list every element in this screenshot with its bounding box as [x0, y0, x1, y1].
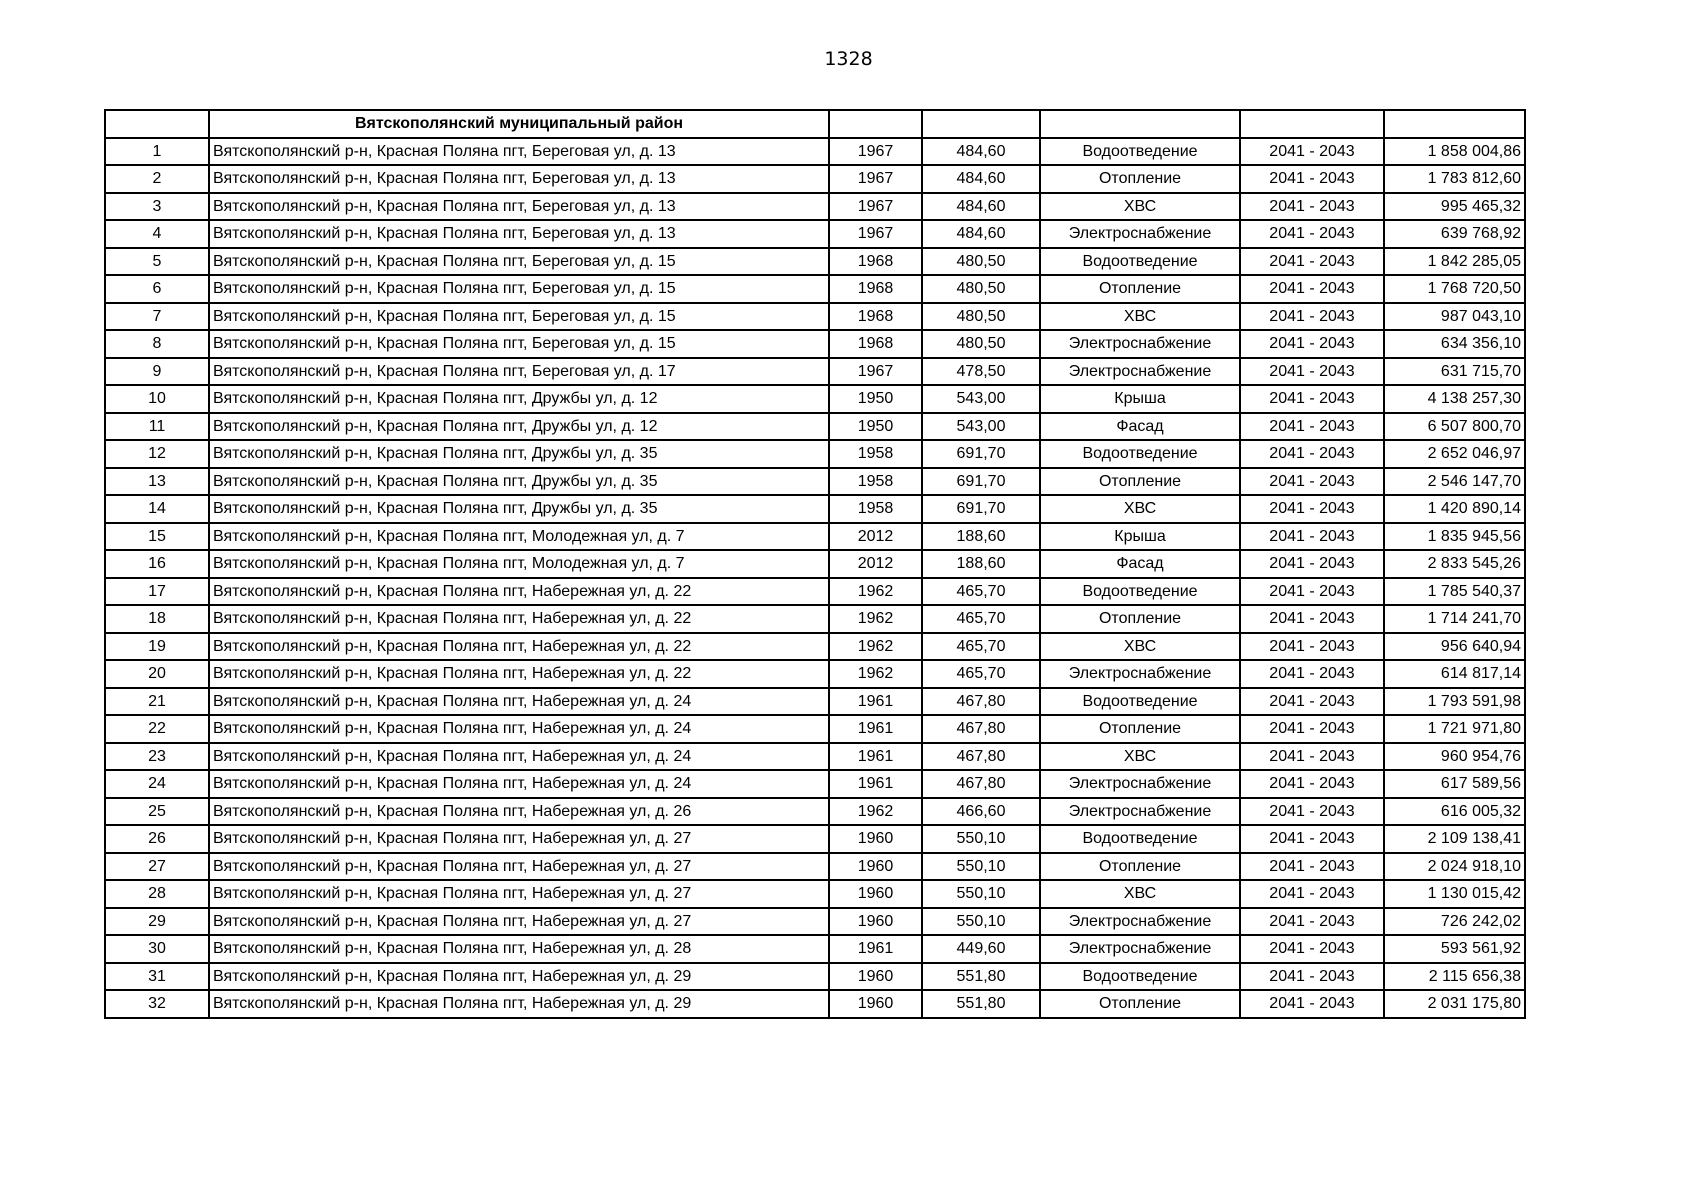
cost-cell: 960 954,76 — [1384, 743, 1525, 771]
year-built-cell: 1961 — [829, 935, 922, 963]
work-type-cell: Крыша — [1040, 523, 1240, 551]
table-row — [105, 963, 1525, 991]
cost-cell: 1 858 004,86 — [1384, 138, 1525, 166]
table-row — [105, 440, 1525, 468]
row-number: 4 — [105, 220, 209, 248]
district-header-row — [105, 110, 1525, 138]
work-type-cell: Отопление — [1040, 468, 1240, 496]
period-cell: 2041 - 2043 — [1240, 468, 1384, 496]
work-type-cell: ХВС — [1040, 495, 1240, 523]
table-row — [105, 853, 1525, 881]
row-number: 16 — [105, 550, 209, 578]
table-row — [105, 770, 1525, 798]
row-number: 32 — [105, 990, 209, 1018]
period-cell: 2041 - 2043 — [1240, 330, 1384, 358]
area-cell: 550,10 — [922, 908, 1040, 936]
row-number: 5 — [105, 248, 209, 276]
row-number: 14 — [105, 495, 209, 523]
cost-cell: 2 833 545,26 — [1384, 550, 1525, 578]
work-type-cell: Крыша — [1040, 385, 1240, 413]
address-cell: Вятскополянский р-н, Красная Поляна пгт, Набережная ул, д. 27 — [209, 853, 829, 881]
cost-cell: 6 507 800,70 — [1384, 413, 1525, 441]
cost-cell: 4 138 257,30 — [1384, 385, 1525, 413]
period-cell: 2041 - 2043 — [1240, 660, 1384, 688]
year-built-cell: 1968 — [829, 303, 922, 331]
district-name: Вятскополянский муниципальный район — [209, 110, 829, 138]
table-row — [105, 633, 1525, 661]
address-cell: Вятскополянский р-н, Красная Поляна пгт, Набережная ул, д. 27 — [209, 880, 829, 908]
table-row — [105, 935, 1525, 963]
table-row — [105, 358, 1525, 386]
cost-cell: 2 024 918,10 — [1384, 853, 1525, 881]
work-type-cell: Электроснабжение — [1040, 770, 1240, 798]
period-cell: 2041 - 2043 — [1240, 413, 1384, 441]
period-cell: 2041 - 2043 — [1240, 825, 1384, 853]
table-row — [105, 248, 1525, 276]
row-number: 26 — [105, 825, 209, 853]
address-cell: Вятскополянский р-н, Красная Поляна пгт, Набережная ул, д. 29 — [209, 990, 829, 1018]
cost-cell: 1 835 945,56 — [1384, 523, 1525, 551]
work-type-cell: Водоотведение — [1040, 688, 1240, 716]
area-cell: 467,80 — [922, 743, 1040, 771]
address-cell: Вятскополянский р-н, Красная Поляна пгт, Береговая ул, д. 13 — [209, 220, 829, 248]
row-number: 1 — [105, 138, 209, 166]
period-cell: 2041 - 2043 — [1240, 358, 1384, 386]
work-type-cell: Отопление — [1040, 715, 1240, 743]
table-row — [105, 468, 1525, 496]
cost-cell: 2 109 138,41 — [1384, 825, 1525, 853]
row-number: 20 — [105, 660, 209, 688]
row-number: 3 — [105, 193, 209, 221]
period-cell: 2041 - 2043 — [1240, 248, 1384, 276]
row-number: 15 — [105, 523, 209, 551]
address-cell: Вятскополянский р-н, Красная Поляна пгт, Набережная ул, д. 22 — [209, 660, 829, 688]
period-cell: 2041 - 2043 — [1240, 385, 1384, 413]
cost-cell: 617 589,56 — [1384, 770, 1525, 798]
row-number: 6 — [105, 275, 209, 303]
address-cell: Вятскополянский р-н, Красная Поляна пгт, Береговая ул, д. 15 — [209, 303, 829, 331]
area-cell: 465,70 — [922, 633, 1040, 661]
cost-cell: 631 715,70 — [1384, 358, 1525, 386]
address-cell: Вятскополянский р-н, Красная Поляна пгт, Береговая ул, д. 13 — [209, 138, 829, 166]
header-cell-empty — [1384, 110, 1525, 138]
area-cell: 543,00 — [922, 385, 1040, 413]
address-cell: Вятскополянский р-н, Красная Поляна пгт, Набережная ул, д. 27 — [209, 825, 829, 853]
year-built-cell: 1960 — [829, 853, 922, 881]
period-cell: 2041 - 2043 — [1240, 798, 1384, 826]
table-row — [105, 605, 1525, 633]
period-cell: 2041 - 2043 — [1240, 963, 1384, 991]
table-row — [105, 138, 1525, 166]
year-built-cell: 2012 — [829, 523, 922, 551]
cost-cell: 2 652 046,97 — [1384, 440, 1525, 468]
cost-cell: 726 242,02 — [1384, 908, 1525, 936]
area-cell: 188,60 — [922, 523, 1040, 551]
period-cell: 2041 - 2043 — [1240, 138, 1384, 166]
cost-cell: 1 793 591,98 — [1384, 688, 1525, 716]
area-cell: 480,50 — [922, 275, 1040, 303]
area-cell: 467,80 — [922, 770, 1040, 798]
table-row — [105, 165, 1525, 193]
period-cell: 2041 - 2043 — [1240, 770, 1384, 798]
year-built-cell: 1961 — [829, 743, 922, 771]
year-built-cell: 1967 — [829, 138, 922, 166]
year-built-cell: 1967 — [829, 165, 922, 193]
period-cell: 2041 - 2043 — [1240, 605, 1384, 633]
row-number: 23 — [105, 743, 209, 771]
year-built-cell: 1968 — [829, 330, 922, 358]
work-type-cell: Водоотведение — [1040, 578, 1240, 606]
work-type-cell: Электроснабжение — [1040, 330, 1240, 358]
address-cell: Вятскополянский р-н, Красная Поляна пгт, Дружбы ул, д. 35 — [209, 440, 829, 468]
work-type-cell: Электроснабжение — [1040, 220, 1240, 248]
year-built-cell: 1962 — [829, 798, 922, 826]
year-built-cell: 1960 — [829, 880, 922, 908]
address-cell: Вятскополянский р-н, Красная Поляна пгт, Береговая ул, д. 15 — [209, 248, 829, 276]
cost-cell: 1 785 540,37 — [1384, 578, 1525, 606]
area-cell: 449,60 — [922, 935, 1040, 963]
address-cell: Вятскополянский р-н, Красная Поляна пгт, Береговая ул, д. 15 — [209, 330, 829, 358]
address-cell: Вятскополянский р-н, Красная Поляна пгт, Набережная ул, д. 22 — [209, 633, 829, 661]
table-row — [105, 330, 1525, 358]
year-built-cell: 1960 — [829, 963, 922, 991]
cost-cell: 956 640,94 — [1384, 633, 1525, 661]
page-number: 1328 — [824, 48, 873, 70]
work-type-cell: Водоотведение — [1040, 825, 1240, 853]
row-number: 28 — [105, 880, 209, 908]
area-cell: 480,50 — [922, 303, 1040, 331]
year-built-cell: 1960 — [829, 990, 922, 1018]
work-type-cell: Электроснабжение — [1040, 798, 1240, 826]
work-type-cell: Отопление — [1040, 165, 1240, 193]
row-number: 30 — [105, 935, 209, 963]
cost-cell: 593 561,92 — [1384, 935, 1525, 963]
year-built-cell: 1967 — [829, 193, 922, 221]
address-cell: Вятскополянский р-н, Красная Поляна пгт, Дружбы ул, д. 12 — [209, 385, 829, 413]
year-built-cell: 1960 — [829, 908, 922, 936]
area-cell: 465,70 — [922, 578, 1040, 606]
table-row — [105, 880, 1525, 908]
cost-cell: 2 115 656,38 — [1384, 963, 1525, 991]
area-cell: 484,60 — [922, 165, 1040, 193]
address-cell: Вятскополянский р-н, Красная Поляна пгт, Набережная ул, д. 26 — [209, 798, 829, 826]
table-row — [105, 743, 1525, 771]
area-cell: 551,80 — [922, 963, 1040, 991]
work-type-cell: Отопление — [1040, 275, 1240, 303]
work-type-cell: ХВС — [1040, 303, 1240, 331]
table-row — [105, 908, 1525, 936]
table-row — [105, 495, 1525, 523]
period-cell: 2041 - 2043 — [1240, 990, 1384, 1018]
cost-cell: 987 043,10 — [1384, 303, 1525, 331]
header-cell-empty — [105, 110, 209, 138]
work-type-cell: Отопление — [1040, 990, 1240, 1018]
work-type-cell: Фасад — [1040, 550, 1240, 578]
header-cell-empty — [922, 110, 1040, 138]
table-row — [105, 715, 1525, 743]
address-cell: Вятскополянский р-н, Красная Поляна пгт, Набережная ул, д. 22 — [209, 605, 829, 633]
work-type-cell: Водоотведение — [1040, 963, 1240, 991]
cost-cell: 1 842 285,05 — [1384, 248, 1525, 276]
address-cell: Вятскополянский р-н, Красная Поляна пгт, Дружбы ул, д. 35 — [209, 468, 829, 496]
row-number: 27 — [105, 853, 209, 881]
cost-cell: 1 768 720,50 — [1384, 275, 1525, 303]
work-type-cell: Отопление — [1040, 605, 1240, 633]
row-number: 17 — [105, 578, 209, 606]
cost-cell: 1 714 241,70 — [1384, 605, 1525, 633]
area-cell: 550,10 — [922, 853, 1040, 881]
work-type-cell: Водоотведение — [1040, 440, 1240, 468]
year-built-cell: 1950 — [829, 385, 922, 413]
address-cell: Вятскополянский р-н, Красная Поляна пгт, Набережная ул, д. 24 — [209, 715, 829, 743]
table-row — [105, 303, 1525, 331]
year-built-cell: 1967 — [829, 358, 922, 386]
header-cell-empty — [829, 110, 922, 138]
row-number: 19 — [105, 633, 209, 661]
table-row — [105, 798, 1525, 826]
address-cell: Вятскополянский р-н, Красная Поляна пгт, Набережная ул, д. 22 — [209, 578, 829, 606]
area-cell: 480,50 — [922, 248, 1040, 276]
period-cell: 2041 - 2043 — [1240, 165, 1384, 193]
period-cell: 2041 - 2043 — [1240, 935, 1384, 963]
work-type-cell: Водоотведение — [1040, 138, 1240, 166]
cost-cell: 639 768,92 — [1384, 220, 1525, 248]
year-built-cell: 1962 — [829, 633, 922, 661]
work-type-cell: ХВС — [1040, 193, 1240, 221]
period-cell: 2041 - 2043 — [1240, 880, 1384, 908]
period-cell: 2041 - 2043 — [1240, 193, 1384, 221]
table-row — [105, 550, 1525, 578]
table-row — [105, 413, 1525, 441]
period-cell: 2041 - 2043 — [1240, 523, 1384, 551]
table-row — [105, 578, 1525, 606]
area-cell: 467,80 — [922, 715, 1040, 743]
address-cell: Вятскополянский р-н, Красная Поляна пгт, Молодежная ул, д. 7 — [209, 550, 829, 578]
row-number: 24 — [105, 770, 209, 798]
year-built-cell: 1958 — [829, 468, 922, 496]
work-type-cell: Водоотведение — [1040, 248, 1240, 276]
row-number: 11 — [105, 413, 209, 441]
area-cell: 484,60 — [922, 193, 1040, 221]
area-cell: 478,50 — [922, 358, 1040, 386]
area-cell: 543,00 — [922, 413, 1040, 441]
work-type-cell: ХВС — [1040, 880, 1240, 908]
area-cell: 484,60 — [922, 220, 1040, 248]
address-cell: Вятскополянский р-н, Красная Поляна пгт, Дружбы ул, д. 12 — [209, 413, 829, 441]
year-built-cell: 1968 — [829, 248, 922, 276]
year-built-cell: 1967 — [829, 220, 922, 248]
period-cell: 2041 - 2043 — [1240, 908, 1384, 936]
period-cell: 2041 - 2043 — [1240, 220, 1384, 248]
work-type-cell: Отопление — [1040, 853, 1240, 881]
cost-cell: 1 420 890,14 — [1384, 495, 1525, 523]
table-row — [105, 660, 1525, 688]
cost-cell: 2 546 147,70 — [1384, 468, 1525, 496]
area-cell: 188,60 — [922, 550, 1040, 578]
header-cell-empty — [1240, 110, 1384, 138]
period-cell: 2041 - 2043 — [1240, 550, 1384, 578]
cost-cell: 614 817,14 — [1384, 660, 1525, 688]
year-built-cell: 1968 — [829, 275, 922, 303]
year-built-cell: 1958 — [829, 440, 922, 468]
year-built-cell: 1958 — [829, 495, 922, 523]
work-type-cell: Электроснабжение — [1040, 358, 1240, 386]
table-row — [105, 523, 1525, 551]
address-cell: Вятскополянский р-н, Красная Поляна пгт, Набережная ул, д. 27 — [209, 908, 829, 936]
period-cell: 2041 - 2043 — [1240, 303, 1384, 331]
work-type-cell: ХВС — [1040, 633, 1240, 661]
address-cell: Вятскополянский р-н, Красная Поляна пгт, Береговая ул, д. 13 — [209, 165, 829, 193]
year-built-cell: 1961 — [829, 715, 922, 743]
address-cell: Вятскополянский р-н, Красная Поляна пгт, Набережная ул, д. 24 — [209, 770, 829, 798]
row-number: 7 — [105, 303, 209, 331]
address-cell: Вятскополянский р-н, Красная Поляна пгт, Набережная ул, д. 28 — [209, 935, 829, 963]
period-cell: 2041 - 2043 — [1240, 688, 1384, 716]
period-cell: 2041 - 2043 — [1240, 715, 1384, 743]
period-cell: 2041 - 2043 — [1240, 440, 1384, 468]
table-row — [105, 688, 1525, 716]
period-cell: 2041 - 2043 — [1240, 495, 1384, 523]
cost-cell: 1 783 812,60 — [1384, 165, 1525, 193]
area-cell: 465,70 — [922, 660, 1040, 688]
year-built-cell: 1961 — [829, 770, 922, 798]
work-type-cell: Фасад — [1040, 413, 1240, 441]
year-built-cell: 2012 — [829, 550, 922, 578]
cost-cell: 634 356,10 — [1384, 330, 1525, 358]
address-cell: Вятскополянский р-н, Красная Поляна пгт, Береговая ул, д. 15 — [209, 275, 829, 303]
period-cell: 2041 - 2043 — [1240, 275, 1384, 303]
period-cell: 2041 - 2043 — [1240, 743, 1384, 771]
row-number: 29 — [105, 908, 209, 936]
area-cell: 551,80 — [922, 990, 1040, 1018]
address-cell: Вятскополянский р-н, Красная Поляна пгт, Береговая ул, д. 17 — [209, 358, 829, 386]
area-cell: 467,80 — [922, 688, 1040, 716]
row-number: 2 — [105, 165, 209, 193]
table-row — [105, 825, 1525, 853]
period-cell: 2041 - 2043 — [1240, 633, 1384, 661]
area-cell: 484,60 — [922, 138, 1040, 166]
area-cell: 691,70 — [922, 495, 1040, 523]
address-cell: Вятскополянский р-н, Красная Поляна пгт, Набережная ул, д. 29 — [209, 963, 829, 991]
address-cell: Вятскополянский р-н, Красная Поляна пгт, Береговая ул, д. 13 — [209, 193, 829, 221]
year-built-cell: 1962 — [829, 605, 922, 633]
row-number: 8 — [105, 330, 209, 358]
table-body — [105, 110, 1525, 1018]
row-number: 21 — [105, 688, 209, 716]
table-row — [105, 275, 1525, 303]
repair-schedule-table — [104, 109, 1526, 1019]
year-built-cell: 1950 — [829, 413, 922, 441]
area-cell: 480,50 — [922, 330, 1040, 358]
row-number: 9 — [105, 358, 209, 386]
cost-cell: 1 130 015,42 — [1384, 880, 1525, 908]
cost-cell: 1 721 971,80 — [1384, 715, 1525, 743]
row-number: 13 — [105, 468, 209, 496]
row-number: 12 — [105, 440, 209, 468]
period-cell: 2041 - 2043 — [1240, 853, 1384, 881]
area-cell: 691,70 — [922, 468, 1040, 496]
header-cell-empty — [1040, 110, 1240, 138]
area-cell: 550,10 — [922, 880, 1040, 908]
year-built-cell: 1961 — [829, 688, 922, 716]
table-row — [105, 193, 1525, 221]
cost-cell: 995 465,32 — [1384, 193, 1525, 221]
area-cell: 691,70 — [922, 440, 1040, 468]
area-cell: 550,10 — [922, 825, 1040, 853]
work-type-cell: Электроснабжение — [1040, 908, 1240, 936]
cost-cell: 2 031 175,80 — [1384, 990, 1525, 1018]
table-row — [105, 990, 1525, 1018]
row-number: 18 — [105, 605, 209, 633]
year-built-cell: 1962 — [829, 578, 922, 606]
row-number: 22 — [105, 715, 209, 743]
year-built-cell: 1962 — [829, 660, 922, 688]
area-cell: 465,70 — [922, 605, 1040, 633]
row-number: 25 — [105, 798, 209, 826]
work-type-cell: Электроснабжение — [1040, 660, 1240, 688]
row-number: 10 — [105, 385, 209, 413]
address-cell: Вятскополянский р-н, Красная Поляна пгт, Дружбы ул, д. 35 — [209, 495, 829, 523]
year-built-cell: 1960 — [829, 825, 922, 853]
table-row — [105, 220, 1525, 248]
address-cell: Вятскополянский р-н, Красная Поляна пгт, Набережная ул, д. 24 — [209, 743, 829, 771]
address-cell: Вятскополянский р-н, Красная Поляна пгт, Набережная ул, д. 24 — [209, 688, 829, 716]
table-row — [105, 385, 1525, 413]
area-cell: 466,60 — [922, 798, 1040, 826]
work-type-cell: Электроснабжение — [1040, 935, 1240, 963]
period-cell: 2041 - 2043 — [1240, 578, 1384, 606]
row-number: 31 — [105, 963, 209, 991]
work-type-cell: ХВС — [1040, 743, 1240, 771]
cost-cell: 616 005,32 — [1384, 798, 1525, 826]
address-cell: Вятскополянский р-н, Красная Поляна пгт, Молодежная ул, д. 7 — [209, 523, 829, 551]
